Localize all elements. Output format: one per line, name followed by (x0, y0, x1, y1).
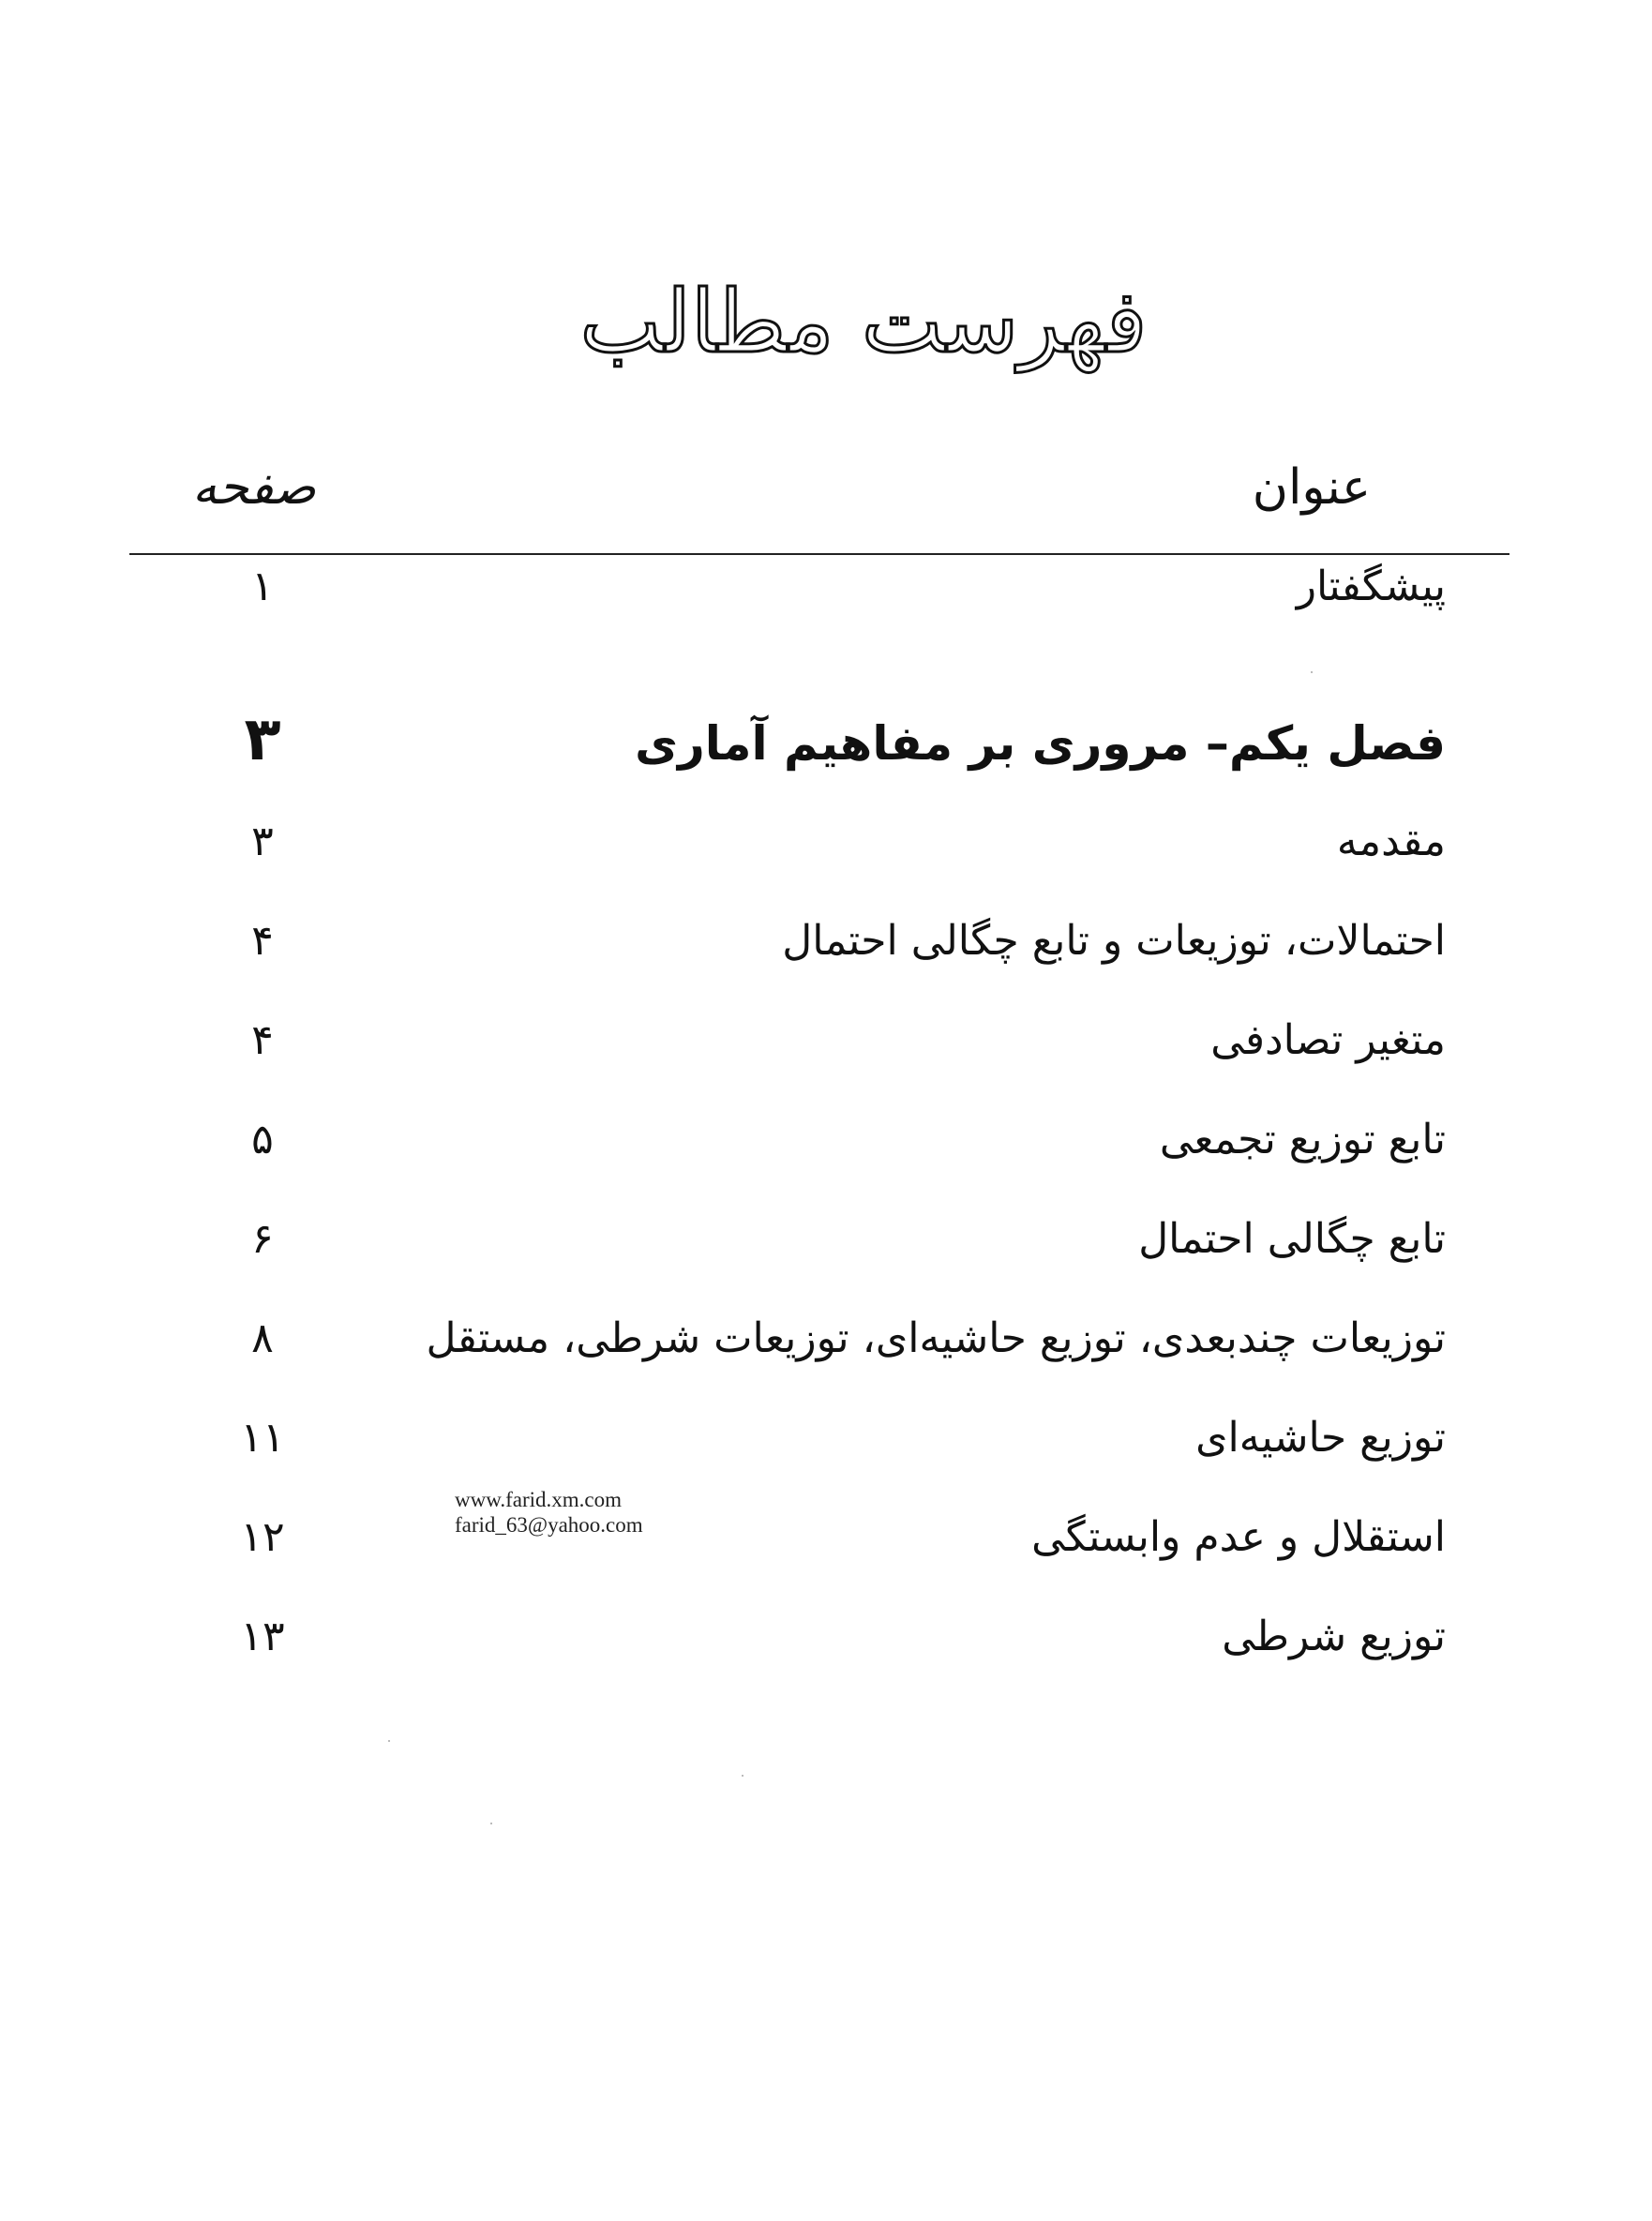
toc-entry-title: تابع چگالی احتمال (1138, 1215, 1446, 1263)
toc-entry-independence[interactable] (225, 1513, 1446, 1588)
page-column-heading: صفحه (192, 459, 316, 516)
toc-entry-random-variable[interactable] (225, 1016, 1446, 1091)
toc-entry-page: ۸ (251, 1314, 274, 1362)
toc-entry-title: توزیعات چندبعدی، توزیع حاشیه‌ای، توزیعات شرطی، مستقل (426, 1314, 1446, 1362)
toc-entry-page: ۴ (251, 1016, 274, 1064)
scan-speck (1311, 671, 1313, 673)
toc-entry-title: احتمالات، توزیعات و تابع چگالی احتمال (782, 917, 1446, 965)
toc-entry-title: مقدمه (1336, 818, 1446, 865)
scan-speck (490, 1823, 492, 1824)
toc-entry-page: ۱۲ (240, 1513, 285, 1561)
toc-entry-probabilities[interactable] (225, 917, 1446, 992)
toc-entry-page: ۶ (251, 1215, 274, 1263)
toc-entry-page: ۱ (251, 563, 274, 610)
toc-entry-title: متغیر تصادفی (1210, 1016, 1446, 1064)
toc-entry-title: توزیع حاشیه‌ای (1195, 1414, 1446, 1462)
scan-speck (742, 1775, 743, 1777)
toc-entry-page: ۵ (251, 1116, 274, 1163)
toc-entry-introduction[interactable] (225, 818, 1446, 893)
watermark-website: www.farid.xm.com (455, 1488, 622, 1511)
toc-entry-title: تابع توزیع تجمعی (1159, 1116, 1446, 1163)
toc-entry-title: توزیع شرطی (1222, 1613, 1446, 1660)
toc-chapter-page: ۳ (244, 705, 281, 774)
title-column-heading: عنوان (1252, 459, 1371, 516)
watermark (455, 1487, 643, 1538)
page-title: فهرست مطالب (579, 271, 1148, 372)
toc-entry-title: پیشگفتار (1296, 563, 1446, 610)
toc-entry-page: ۱۱ (240, 1414, 285, 1462)
toc-entry-page: ۴ (251, 917, 274, 965)
header-divider (129, 553, 1509, 555)
toc-chapter-one[interactable] (225, 705, 1446, 791)
toc-chapter-title: فصل یکم– مروری بر مفاهیم آماری (635, 716, 1446, 771)
toc-entry-marginal[interactable] (225, 1414, 1446, 1489)
toc-entry-pdf[interactable] (225, 1215, 1446, 1290)
toc-entry-multivariate[interactable] (225, 1314, 1446, 1389)
toc-entry-cdf[interactable] (225, 1116, 1446, 1191)
toc-entry-preface[interactable] (225, 563, 1446, 638)
toc-entry-page: ۳ (251, 818, 274, 865)
scan-speck (388, 1740, 390, 1742)
toc-entry-title: استقلال و عدم وابستگی (1031, 1513, 1446, 1561)
toc-entry-conditional[interactable] (225, 1613, 1446, 1688)
watermark-email: farid_63@yahoo.com (455, 1513, 643, 1537)
toc-entry-page: ۱۳ (240, 1613, 285, 1660)
